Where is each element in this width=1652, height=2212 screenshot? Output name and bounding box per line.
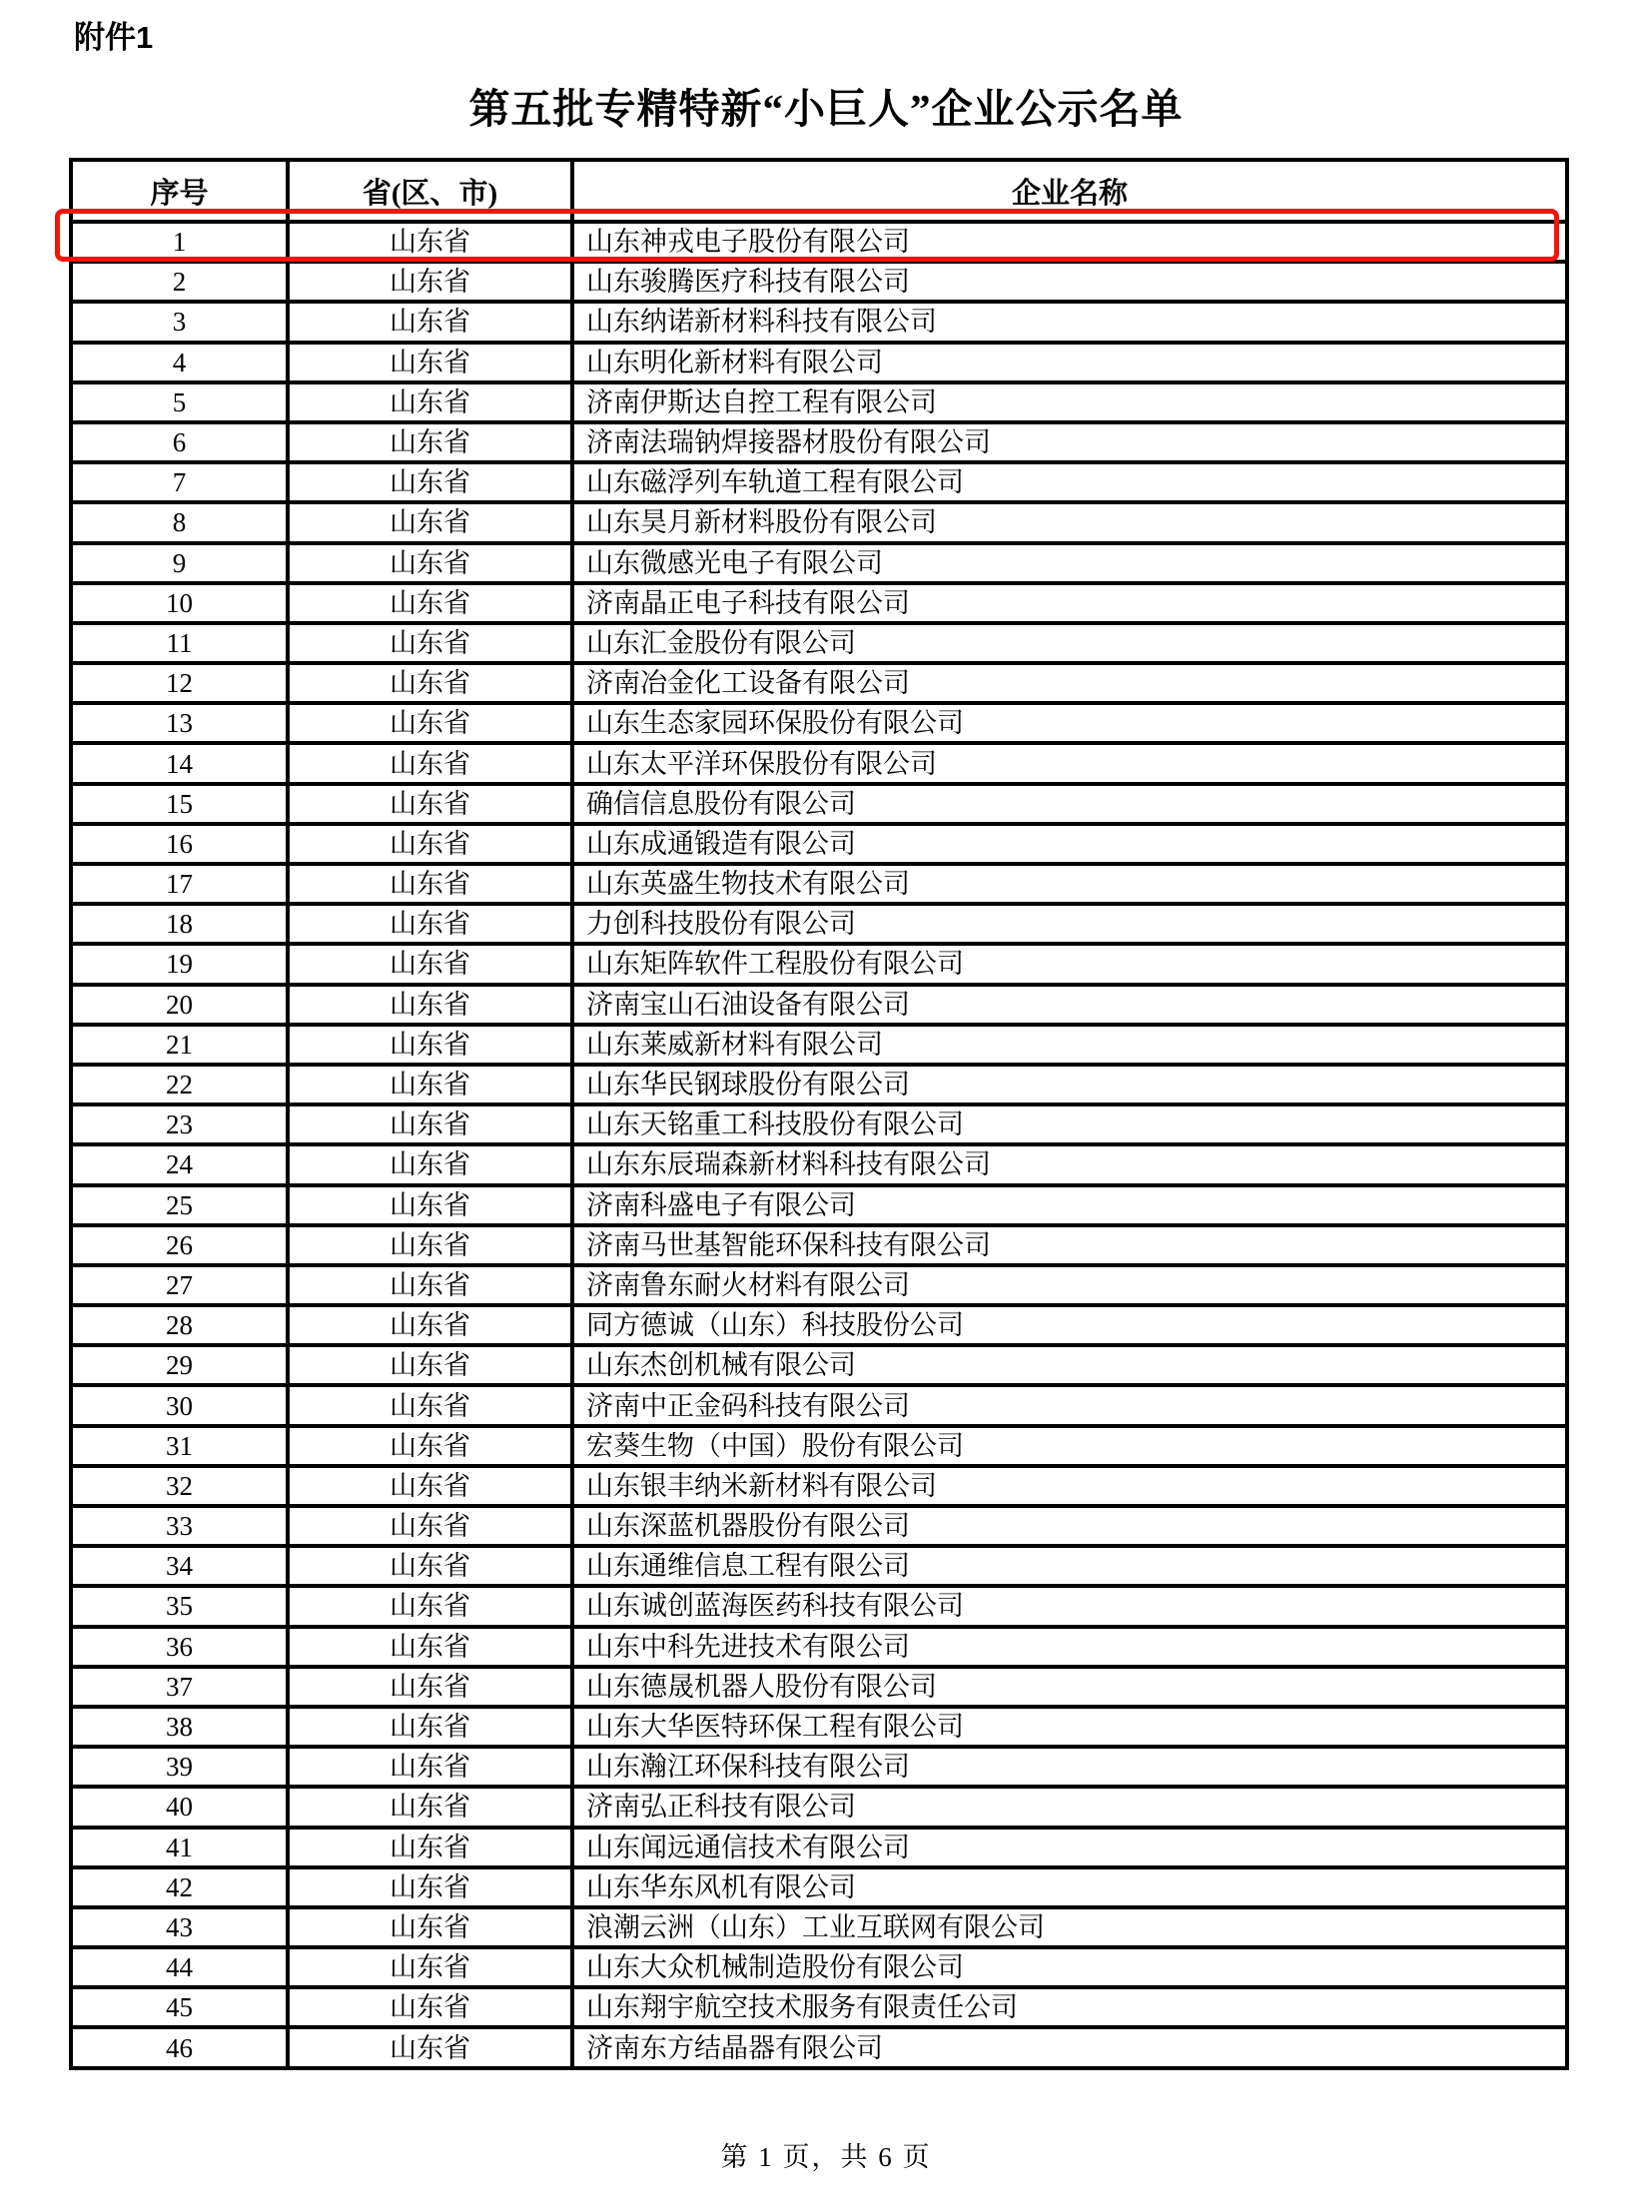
column-header-no: 序号: [71, 160, 288, 222]
cell-company: 山东闻远通信技术有限公司: [572, 1828, 1567, 1867]
cell-no: 33: [71, 1506, 288, 1546]
cell-no: 44: [71, 1947, 288, 1987]
table-row: [71, 1225, 1567, 1265]
cell-no: 20: [71, 985, 288, 1025]
cell-company: 山东磁浮列车轨道工程有限公司: [572, 462, 1567, 502]
table-row: [71, 382, 1567, 422]
cell-province: 山东省: [288, 944, 572, 984]
page-title: 第五批专精特新“小巨人”企业公示名单: [468, 86, 1184, 132]
cell-province: 山东省: [288, 1105, 572, 1144]
cell-province: 山东省: [288, 343, 572, 382]
cell-no: 19: [71, 944, 288, 984]
cell-company: 济南鲁东耐火材料有限公司: [572, 1265, 1567, 1305]
cell-province: 山东省: [288, 1466, 572, 1506]
table-row: [71, 1265, 1567, 1305]
cell-province: 山东省: [288, 1225, 572, 1265]
cell-no: 30: [71, 1385, 288, 1425]
cell-company: 山东昊月新材料股份有限公司: [572, 502, 1567, 542]
cell-company: 济南冶金化工设备有限公司: [572, 663, 1567, 703]
cell-province: 山东省: [288, 1025, 572, 1065]
cell-company: 山东东辰瑞森新材料科技有限公司: [572, 1144, 1567, 1184]
cell-no: 34: [71, 1546, 288, 1586]
cell-company: 山东银丰纳米新材料有限公司: [572, 1466, 1567, 1506]
cell-company: 山东英盛生物技术有限公司: [572, 864, 1567, 904]
cell-no: 41: [71, 1828, 288, 1867]
cell-no: 26: [71, 1225, 288, 1265]
cell-province: 山东省: [288, 262, 572, 302]
column-header-company: 企业名称: [572, 160, 1567, 222]
column-header-province: 省(区、市): [288, 160, 572, 222]
table-row: [71, 1105, 1567, 1144]
cell-no: 18: [71, 904, 288, 944]
table-row: [71, 1345, 1567, 1385]
cell-no: 22: [71, 1065, 288, 1105]
cell-province: 山东省: [288, 743, 572, 783]
table-row: [71, 1065, 1567, 1105]
table-row: [71, 1667, 1567, 1707]
table-row: [71, 1947, 1567, 1987]
cell-no: 31: [71, 1426, 288, 1466]
cell-no: 45: [71, 1987, 288, 2027]
cell-no: 21: [71, 1025, 288, 1065]
cell-province: 山东省: [288, 784, 572, 824]
table-row: [71, 1305, 1567, 1345]
cell-no: 23: [71, 1105, 288, 1144]
cell-no: 9: [71, 543, 288, 583]
cell-no: 5: [71, 382, 288, 422]
cell-province: 山东省: [288, 703, 572, 743]
cell-province: 山东省: [288, 1144, 572, 1184]
table-row: [71, 1426, 1567, 1466]
cell-province: 山东省: [288, 1787, 572, 1827]
cell-company: 山东通维信息工程有限公司: [572, 1546, 1567, 1586]
cell-no: 8: [71, 502, 288, 542]
table-row: [71, 1747, 1567, 1787]
cell-province: 山东省: [288, 422, 572, 462]
table-body: [71, 222, 1567, 2068]
cell-no: 36: [71, 1627, 288, 1667]
cell-no: 4: [71, 343, 288, 382]
table-row: [71, 1987, 1567, 2027]
cell-no: 35: [71, 1586, 288, 1626]
table-row: [71, 502, 1567, 542]
cell-company: 浪潮云洲（山东）工业互联网有限公司: [572, 1907, 1567, 1947]
table-row: [71, 422, 1567, 462]
cell-province: 山东省: [288, 1345, 572, 1385]
cell-company: 山东诚创蓝海医药科技有限公司: [572, 1586, 1567, 1626]
table-row: [71, 1707, 1567, 1747]
cell-no: 38: [71, 1707, 288, 1747]
cell-province: 山东省: [288, 1707, 572, 1747]
cell-no: 7: [71, 462, 288, 502]
cell-company: 山东莱威新材料有限公司: [572, 1025, 1567, 1065]
table-row: [71, 1025, 1567, 1065]
table-row: [71, 1586, 1567, 1626]
cell-no: 2: [71, 262, 288, 302]
cell-company: 山东天铭重工科技股份有限公司: [572, 1105, 1567, 1144]
table-row: [71, 343, 1567, 382]
table-row: [71, 543, 1567, 583]
cell-company: 济南弘正科技有限公司: [572, 1787, 1567, 1827]
table-row: [71, 583, 1567, 623]
cell-province: 山东省: [288, 2027, 572, 2067]
cell-province: 山东省: [288, 1586, 572, 1626]
cell-no: 27: [71, 1265, 288, 1305]
cell-company: 山东翔宇航空技术服务有限责任公司: [572, 1987, 1567, 2027]
cell-no: 15: [71, 784, 288, 824]
cell-no: 24: [71, 1144, 288, 1184]
table-row: [71, 944, 1567, 984]
cell-company: 济南马世基智能环保科技有限公司: [572, 1225, 1567, 1265]
cell-province: 山东省: [288, 864, 572, 904]
cell-company: 山东骏腾医疗科技有限公司: [572, 262, 1567, 302]
table-row: [71, 703, 1567, 743]
cell-no: 32: [71, 1466, 288, 1506]
cell-no: 39: [71, 1747, 288, 1787]
table-row: [71, 1546, 1567, 1586]
cell-company: 山东大华医特环保工程有限公司: [572, 1707, 1567, 1747]
attachment-label: 附件1: [74, 20, 154, 55]
table-row: [71, 743, 1567, 783]
cell-no: 13: [71, 703, 288, 743]
table-row: [71, 1144, 1567, 1184]
cell-province: 山东省: [288, 1546, 572, 1586]
cell-no: 46: [71, 2027, 288, 2067]
cell-company: 山东大众机械制造股份有限公司: [572, 1947, 1567, 1987]
cell-province: 山东省: [288, 1667, 572, 1707]
table-row: [71, 1185, 1567, 1225]
table-row: [71, 1867, 1567, 1907]
cell-company: 济南东方结晶器有限公司: [572, 2027, 1567, 2067]
cell-no: 1: [71, 222, 288, 262]
cell-company: 宏葵生物（中国）股份有限公司: [572, 1426, 1567, 1466]
cell-no: 11: [71, 623, 288, 663]
cell-no: 10: [71, 583, 288, 623]
cell-no: 37: [71, 1667, 288, 1707]
cell-province: 山东省: [288, 985, 572, 1025]
cell-no: 17: [71, 864, 288, 904]
cell-province: 山东省: [288, 1385, 572, 1425]
table-row: [71, 623, 1567, 663]
cell-company: 山东华民钢球股份有限公司: [572, 1065, 1567, 1105]
cell-province: 山东省: [288, 302, 572, 342]
cell-company: 力创科技股份有限公司: [572, 904, 1567, 944]
cell-company: 山东明化新材料有限公司: [572, 343, 1567, 382]
cell-province: 山东省: [288, 623, 572, 663]
table-row: [71, 985, 1567, 1025]
cell-no: 28: [71, 1305, 288, 1345]
cell-company: 山东生态家园环保股份有限公司: [572, 703, 1567, 743]
table-row: [71, 1907, 1567, 1947]
cell-province: 山东省: [288, 1828, 572, 1867]
cell-company: 山东瀚江环保科技有限公司: [572, 1747, 1567, 1787]
table-row: [71, 262, 1567, 302]
cell-province: 山东省: [288, 462, 572, 502]
cell-province: 山东省: [288, 222, 572, 262]
cell-company: 济南晶正电子科技有限公司: [572, 583, 1567, 623]
cell-no: 16: [71, 824, 288, 864]
cell-province: 山东省: [288, 1947, 572, 1987]
cell-company: 济南中正金码科技有限公司: [572, 1385, 1567, 1425]
cell-province: 山东省: [288, 1426, 572, 1466]
cell-company: 同方德诚（山东）科技股份公司: [572, 1305, 1567, 1345]
table-row: [71, 1627, 1567, 1667]
table-row: [71, 784, 1567, 824]
cell-no: 25: [71, 1185, 288, 1225]
table-row: [71, 824, 1567, 864]
cell-company: 山东矩阵软件工程股份有限公司: [572, 944, 1567, 984]
cell-province: 山东省: [288, 1065, 572, 1105]
table-row: [71, 1828, 1567, 1867]
cell-no: 42: [71, 1867, 288, 1907]
cell-province: 山东省: [288, 1987, 572, 2027]
cell-province: 山东省: [288, 1506, 572, 1546]
cell-province: 山东省: [288, 1867, 572, 1907]
table-row: [71, 904, 1567, 944]
cell-province: 山东省: [288, 583, 572, 623]
cell-province: 山东省: [288, 1185, 572, 1225]
cell-no: 43: [71, 1907, 288, 1947]
cell-company: 济南科盛电子有限公司: [572, 1185, 1567, 1225]
cell-no: 3: [71, 302, 288, 342]
cell-no: 29: [71, 1345, 288, 1385]
cell-no: 6: [71, 422, 288, 462]
table-row: [71, 1466, 1567, 1506]
cell-province: 山东省: [288, 502, 572, 542]
page-footer: 第 1 页，共 6 页: [720, 2142, 932, 2172]
cell-company: 济南伊斯达自控工程有限公司: [572, 382, 1567, 422]
table-row: [71, 1385, 1567, 1425]
cell-province: 山东省: [288, 904, 572, 944]
cell-no: 14: [71, 743, 288, 783]
table-row: [71, 864, 1567, 904]
table-row: [71, 222, 1567, 262]
company-table: [69, 158, 1569, 2070]
table-row: [71, 302, 1567, 342]
cell-province: 山东省: [288, 663, 572, 703]
cell-company: 确信信息股份有限公司: [572, 784, 1567, 824]
cell-company: 山东神戎电子股份有限公司: [572, 222, 1567, 262]
table-row: [71, 2027, 1567, 2067]
cell-company: 济南宝山石油设备有限公司: [572, 985, 1567, 1025]
table-row: [71, 1506, 1567, 1546]
cell-province: 山东省: [288, 1627, 572, 1667]
cell-company: 山东深蓝机器股份有限公司: [572, 1506, 1567, 1546]
cell-company: 山东微感光电子有限公司: [572, 543, 1567, 583]
cell-province: 山东省: [288, 1907, 572, 1947]
cell-company: 山东华东风机有限公司: [572, 1867, 1567, 1907]
cell-company: 山东中科先进技术有限公司: [572, 1627, 1567, 1667]
cell-company: 山东杰创机械有限公司: [572, 1345, 1567, 1385]
cell-province: 山东省: [288, 1747, 572, 1787]
cell-company: 山东成通锻造有限公司: [572, 824, 1567, 864]
cell-no: 12: [71, 663, 288, 703]
cell-province: 山东省: [288, 382, 572, 422]
cell-no: 40: [71, 1787, 288, 1827]
cell-province: 山东省: [288, 543, 572, 583]
cell-company: 山东汇金股份有限公司: [572, 623, 1567, 663]
cell-province: 山东省: [288, 1265, 572, 1305]
table-header-row: [71, 160, 1567, 222]
cell-company: 山东德晟机器人股份有限公司: [572, 1667, 1567, 1707]
cell-company: 济南法瑞钠焊接器材股份有限公司: [572, 422, 1567, 462]
cell-company: 山东纳诺新材料科技有限公司: [572, 302, 1567, 342]
cell-company: 山东太平洋环保股份有限公司: [572, 743, 1567, 783]
table-row: [71, 663, 1567, 703]
cell-province: 山东省: [288, 1305, 572, 1345]
table-row: [71, 1787, 1567, 1827]
cell-province: 山东省: [288, 824, 572, 864]
table-row: [71, 462, 1567, 502]
